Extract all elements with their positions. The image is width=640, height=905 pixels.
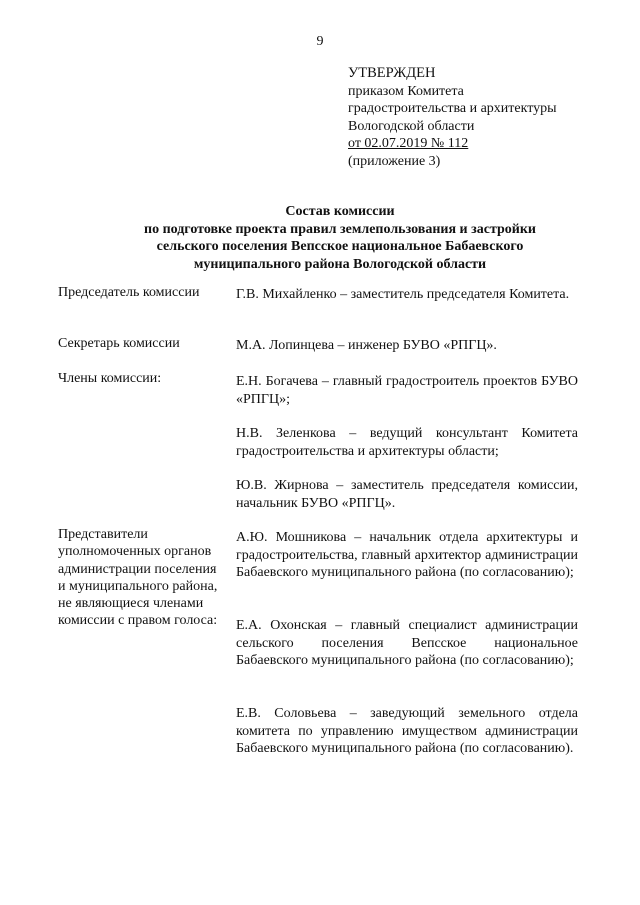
approval-appendix: (приложение 3) [348,153,441,169]
chairman-label: Председатель комиссии [58,285,200,300]
member-item: Ю.В. Жирнова – заместитель председателя комиссии, начальник БУВО «РПГЦ». [236,478,578,511]
approval-line: приказом Комитета [348,83,464,99]
approval-line: Вологодской области [348,118,475,134]
representative-item: Е.В. Соловьева – заведующий земельного отдела комитета по управлению имуществом администрации Бабаевского муниципального района (по согласованию). [236,706,578,756]
representatives-label: Представители уполномоченных органов администрации поселения и муниципального района, не являющиеся членами комиссии с правом голоса: [58,527,218,629]
representative-item: А.Ю. Мошникова – начальник отдела архитектуры и градостроительства, главный архитектор администрации Бабаевского муниципального района (по согласованию); [236,530,578,580]
title-line: муниципального района Вологодской области [193,256,487,272]
title-line: по подготовке проекта правил землепользования и застройки [144,221,536,237]
approval-heading: УТВЕРЖДЕН [348,65,436,81]
member-item: Е.Н. Богачева – главный градостроитель проектов БУВО «РПГЦ»; [236,374,578,407]
chairman-member: Г.В. Михайленко – заместитель председателя Комитета. [236,287,570,302]
document-title [90,203,590,273]
title-line: сельского поселения Вепсское национальное Бабаевского [156,239,524,254]
page-number: 9 [316,34,324,49]
secretary-label: Секретарь комиссии [58,336,180,351]
approval-stamp [348,65,608,170]
secretary-member: М.А. Лопинцева – инженер БУВО «РПГЦ». [236,338,497,353]
title-line: Состав комиссии [285,204,395,219]
approval-line: градостроительства и архитектуры [348,101,557,116]
approval-date-line: от 02.07.2019 № 112 [348,136,469,151]
member-item: Н.В. Зеленкова – ведущий консультант Комитета градостроительства и архитектуры области; [236,426,578,459]
members-label: Члены комиссии: [58,371,162,386]
representative-item: Е.А. Охонская – главный специалист администрации сельского поселения Вепсское национальное Бабаевского муниципального района (по согласованию); [236,618,578,668]
